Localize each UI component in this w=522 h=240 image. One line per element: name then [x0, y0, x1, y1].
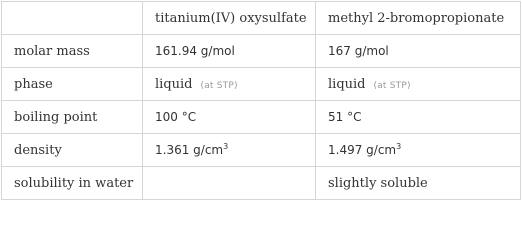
- phase-methyl-note: (at STP): [373, 81, 411, 91]
- phase-methyl-cell: [316, 68, 521, 101]
- phase-methyl-value: liquid: [328, 77, 366, 92]
- table-row-molar-mass: [2, 35, 521, 68]
- phase-titanium-value: liquid: [155, 77, 193, 92]
- density-methyl-exponent: 3: [396, 142, 402, 151]
- table-row-solubility: [2, 167, 521, 200]
- density-titanium-exponent: 3: [223, 142, 229, 151]
- molar-mass-methyl: 167 g/mol: [316, 35, 521, 68]
- boiling-point-methyl: 51 °C: [316, 101, 521, 134]
- phase-titanium-cell: [143, 68, 316, 101]
- density-titanium-cell: [143, 134, 316, 167]
- header-methyl-bromopropionate: methyl 2-bromopropionate: [316, 2, 521, 35]
- solubility-titanium: [143, 167, 316, 200]
- boiling-point-titanium: 100 °C: [143, 101, 316, 134]
- table-row-boiling-point: [2, 101, 521, 134]
- density-methyl-cell: [316, 134, 521, 167]
- properties-table: [1, 1, 521, 200]
- row-label-phase: phase: [2, 68, 143, 101]
- density-methyl-value: 1.497 g/cm: [328, 143, 397, 157]
- row-label-solubility: solubility in water: [2, 167, 143, 200]
- table-row-phase: [2, 68, 521, 101]
- row-label-boiling-point: boiling point: [2, 101, 143, 134]
- header-empty-cell: [2, 2, 143, 35]
- header-titanium-oxysulfate: titanium(IV) oxysulfate: [143, 2, 316, 35]
- row-label-density: density: [2, 134, 143, 167]
- header-row: [2, 2, 521, 35]
- molar-mass-titanium: 161.94 g/mol: [143, 35, 316, 68]
- phase-titanium-note: (at STP): [200, 81, 238, 91]
- solubility-methyl: slightly soluble: [316, 167, 521, 200]
- row-label-molar-mass: molar mass: [2, 35, 143, 68]
- table-row-density: [2, 134, 521, 167]
- density-titanium-value: 1.361 g/cm: [155, 143, 224, 157]
